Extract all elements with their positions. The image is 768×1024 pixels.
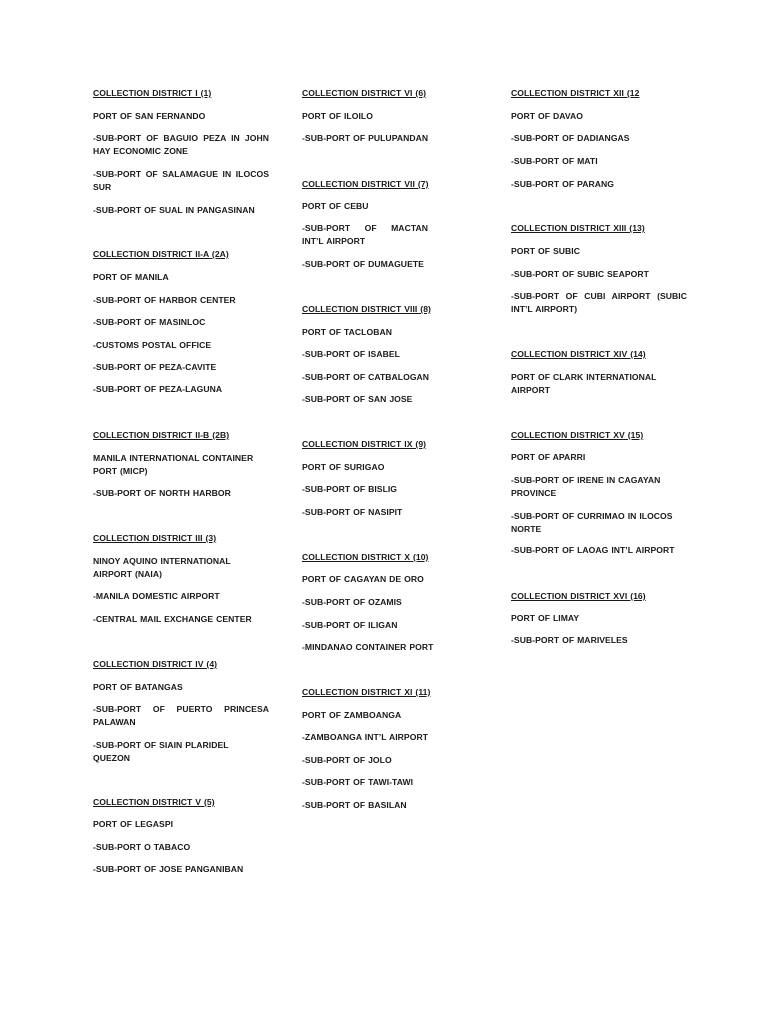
office-entry: -CENTRAL MAIL EXCHANGE CENTER [93,614,252,624]
district-heading: COLLECTION DISTRICT IV (4) [93,659,218,669]
port-entry: PORT OF SAN FERNANDO [93,111,206,121]
district-heading: COLLECTION DISTRICT II-A (2A) [93,249,229,259]
subport-entry: -SUB-PORT OF CUBI AIRPORT (SUBIC INT’L AIRPORT) [511,291,687,314]
port-entry: PORT OF LIMAY [511,613,580,623]
port-entry: PORT OF CLARK INTERNATIONAL AIRPORT [511,372,657,395]
port-entry: PORT OF BATANGAS [93,682,183,692]
subport-entry: -SUB-PORT OF ISABEL [302,349,400,359]
district-heading: COLLECTION DISTRICT VI (6) [302,88,427,98]
subport-entry: -SUB-PORT OF SUBIC SEAPORT [511,269,649,279]
subport-entry: -SUB-PORT OF MACTAN INT’L AIRPORT [302,223,428,246]
port-entry: PORT OF SUBIC [511,246,580,256]
district-heading: COLLECTION DISTRICT XI (11) [302,687,431,697]
subport-entry: -SUB-PORT OF MASINLOC [93,317,206,327]
district-heading: COLLECTION DISTRICT II-B (2B) [93,430,230,440]
airport-entry: -ZAMBOANGA INT’L AIRPORT [302,732,429,742]
district-heading: COLLECTION DISTRICT VII (7) [302,179,429,189]
subport-entry: -SUB-PORT OF SALAMAGUE IN ILOCOS SUR [93,169,269,192]
district-heading: COLLECTION DISTRICT VIII (8) [302,304,431,314]
subport-entry: -SUB-PORT OF SUAL IN PANGASINAN [93,205,255,215]
subport-entry: -SUB-PORT O TABACO [93,842,191,852]
district-heading: COLLECTION DISTRICT XIV (14) [511,349,646,359]
port-entry: PORT OF LEGASPI [93,819,174,829]
district-heading: COLLECTION DISTRICT XVI (16) [511,591,646,601]
district-heading: COLLECTION DISTRICT XII (12 [511,88,640,98]
district-heading: COLLECTION DISTRICT I (1) [93,88,212,98]
port-entry: PORT OF ZAMBOANGA [302,710,402,720]
port-entry: PORT OF DAVAO [511,111,583,121]
district-heading: COLLECTION DISTRICT IX (9) [302,439,427,449]
subport-entry: -SUB-PORT OF PEZA-LAGUNA [93,384,223,394]
subport-entry: -SUB-PORT OF CATBALOGAN [302,372,430,382]
port-entry: MANILA INTERNATIONAL CONTAINER PORT (MICP) [93,453,254,476]
port-entry: PORT OF TACLOBAN [302,327,392,337]
port-entry: PORT OF ILOILO [302,111,373,121]
subport-entry: -SUB-PORT OF OZAMIS [302,597,402,607]
subport-entry: -SUB-PORT OF BASILAN [302,800,407,810]
district-heading: COLLECTION DISTRICT V (5) [93,797,215,807]
district-heading: COLLECTION DISTRICT XV (15) [511,430,644,440]
district-heading: COLLECTION DISTRICT X (10) [302,552,429,562]
subport-entry: -SUB-PORT OF BAGUIO PEZA IN JOHN HAY ECONOMIC ZONE [93,133,269,156]
subport-entry: -SUB-PORT OF SIAIN PLARIDEL QUEZON [93,740,229,763]
subport-entry: -SUB-PORT OF LAOAG INT’L AIRPORT [511,545,675,555]
subport-entry: -MANILA DOMESTIC AIRPORT [93,591,220,601]
subport-entry: -SUB-PORT OF NASIPIT [302,507,403,517]
subport-entry: -SUB-PORT OF PARANG [511,179,615,189]
subport-entry: -SUB-PORT OF MARIVELES [511,635,628,645]
subport-entry: -SUB-PORT OF IRENE IN CAGAYAN PROVINCE [511,475,661,498]
district-heading: COLLECTION DISTRICT III (3) [93,533,217,543]
subport-entry: -SUB-PORT OF TAWI-TAWI [302,777,414,787]
subport-entry: -SUB-PORT OF PEZA-CAVITE [93,362,217,372]
port-entry: -MINDANAO CONTAINER PORT [302,642,434,652]
port-entry: NINOY AQUINO INTERNATIONAL AIRPORT (NAIA) [93,556,231,579]
subport-entry: -SUB-PORT OF BISLIG [302,484,398,494]
office-entry: -CUSTOMS POSTAL OFFICE [93,340,212,350]
port-entry: PORT OF CEBU [302,201,369,211]
subport-entry: -SUB-PORT OF JOSE PANGANIBAN [93,864,244,874]
port-entry: PORT OF CAGAYAN DE ORO [302,574,424,584]
subport-entry: -SUB-PORT OF DUMAGUETE [302,259,424,269]
subport-entry: -SUB-PORT OF ILIGAN [302,620,398,630]
port-entry: PORT OF SURIGAO [302,462,385,472]
port-entry: PORT OF MANILA [93,272,169,282]
district-heading: COLLECTION DISTRICT XIII (13) [511,223,645,233]
subport-entry: -SUB-PORT OF PUERTO PRINCESA PALAWAN [93,704,269,727]
subport-entry: -SUB-PORT OF DADIANGAS [511,133,630,143]
subport-entry: -SUB-PORT OF MATI [511,156,598,166]
subport-entry: -SUB-PORT OF HARBOR CENTER [93,295,236,305]
port-entry: PORT OF APARRI [511,452,586,462]
subport-entry: -SUB-PORT OF PULUPANDAN [302,133,429,143]
subport-entry: -SUB-PORT OF CURRIMAO IN ILOCOS NORTE [511,511,673,534]
subport-entry: -SUB-PORT OF NORTH HARBOR [93,488,231,498]
subport-entry: -SUB-PORT OF SAN JOSE [302,394,413,404]
subport-entry: -SUB-PORT OF JOLO [302,755,392,765]
